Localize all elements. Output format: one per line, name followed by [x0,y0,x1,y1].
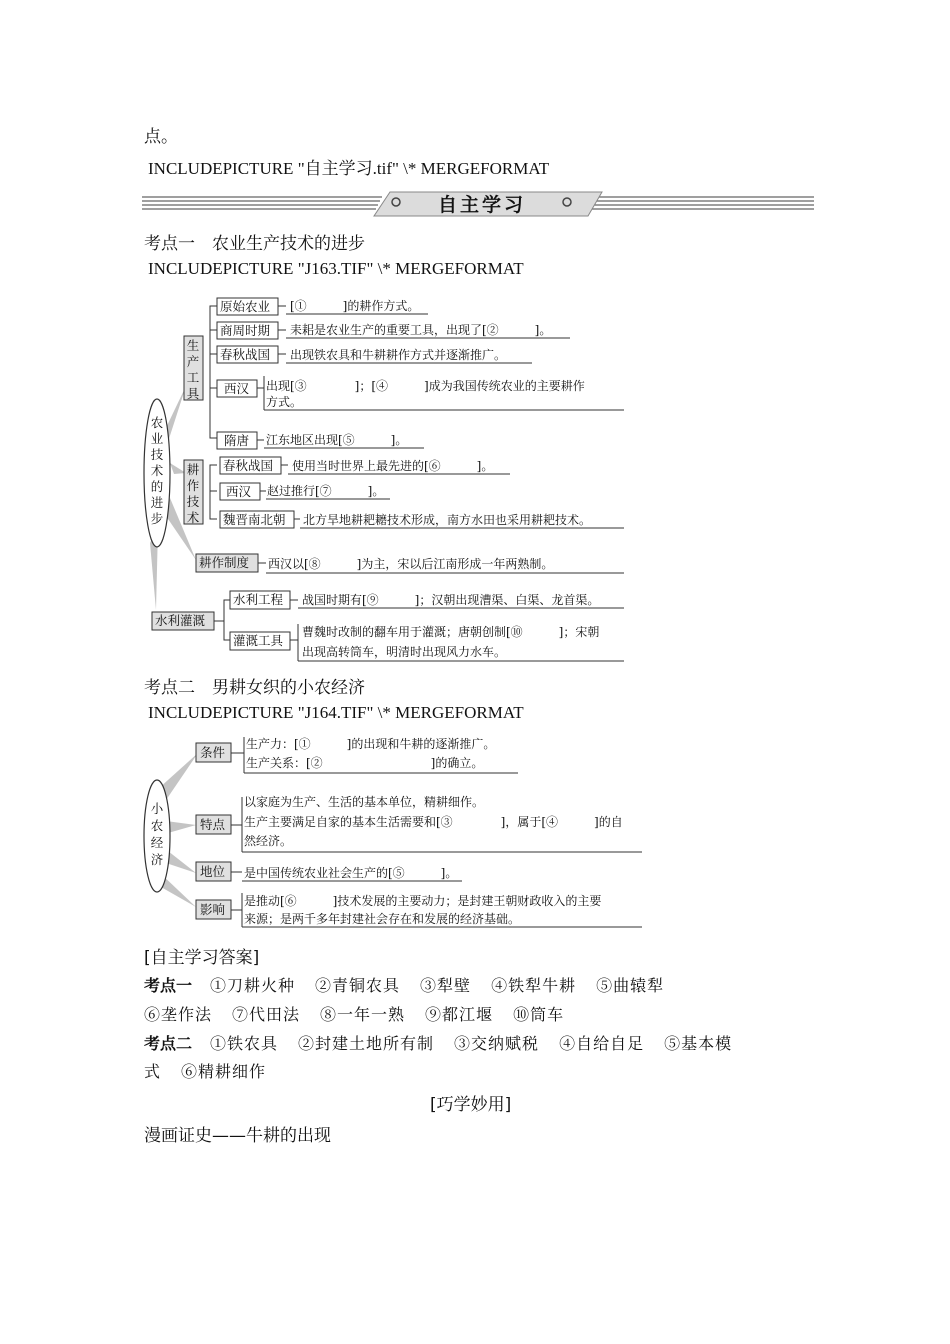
svg-text:西汉以[⑧ ]为主，宋以后江南形成一年两熟制。: 西汉以[⑧ ]为主，宋以后江南形成一年两熟制。 [268,557,554,571]
top-text: 点。 [144,127,178,147]
section-title-2: 考点二 男耕女织的小农经济 [144,678,365,698]
svg-text:然经济。: 然经济。 [244,834,293,848]
svg-text:[① ]的耕作方式。: [① ]的耕作方式。 [290,299,420,313]
svg-text:农: 农 [150,818,164,833]
svg-text:作: 作 [186,478,200,493]
svg-text:水利工程: 水利工程 [233,592,284,607]
svg-text:影响: 影响 [200,902,226,917]
svg-text:曹魏时改制的翻车用于灌溉；唐朝创制[⑩ ]；宋朝: 曹魏时改制的翻车用于灌溉；唐朝创制[⑩ ]；宋朝 [302,625,600,639]
answers-2-line-1: 考点二 ①铁农具 ②封建土地所有制 ③交纳赋税 ④自给自足 ⑤基本模 [144,1034,733,1053]
svg-text:隋唐: 隋唐 [224,433,250,448]
svg-text:耒耜是农业生产的重要工具，出现了[② ]。: 耒耜是农业生产的重要工具，出现了[② ]。 [290,323,552,337]
answers-1-line-2: ⑥垄作法 ⑦代田法 ⑧一年一熟 ⑨都江堰 ⑩筒车 [144,1005,565,1024]
svg-text:春秋战国: 春秋战国 [220,347,271,362]
answers-1-line-1: 考点一 ①刀耕火种 ②青铜农具 ③犁壁 ④铁犁牛耕 ⑤曲辕犁 [144,976,665,995]
svg-text:耕作制度: 耕作制度 [199,555,250,570]
answers-1-label: 考点一 [144,976,193,995]
svg-text:商周时期: 商周时期 [220,323,271,338]
svg-text:使用当时世界上最先进的[⑥ ]。: 使用当时世界上最先进的[⑥ ]。 [292,459,494,473]
svg-text:以家庭为生产、生活的基本单位，精耕细作。: 以家庭为生产、生活的基本单位，精耕细作。 [244,795,485,809]
banner-title: 自主学习 [437,194,527,216]
svg-text:业: 业 [150,431,164,446]
svg-text:地位: 地位 [200,864,226,879]
svg-text:术: 术 [186,510,200,525]
svg-text:技: 技 [150,447,164,462]
svg-text:特点: 特点 [200,817,226,832]
svg-text:江东地区出现[⑤ ]。: 江东地区出现[⑤ ]。 [266,433,408,447]
field-code-2: INCLUDEPICTURE "J163.TIF" \* MERGEFORMAT [148,259,524,278]
svg-text:出现[③ ]；[④ ]成为我国传统农业的主要耕作: 出现[③ ]；[④ ]成为我国传统农业的主要耕作 [266,379,585,393]
manhua-heading: 漫画证史——牛耕的出现 [144,1126,331,1146]
svg-text:出现高转筒车，明清时出现风力水车。: 出现高转筒车，明清时出现风力水车。 [302,645,507,659]
svg-text:生产力：[① ]的出现和牛耕的逐渐推广。: 生产力：[① ]的出现和牛耕的逐渐推广。 [246,737,496,751]
svg-text:方式。: 方式。 [266,395,303,409]
svg-text:灌溉工具: 灌溉工具 [233,633,284,648]
svg-text:耕: 耕 [186,462,200,477]
qiaoxue-heading: [巧学妙用] [430,1095,512,1115]
svg-text:技: 技 [186,494,200,509]
svg-text:水利灌溉: 水利灌溉 [155,613,206,628]
svg-text:术: 术 [150,463,164,478]
svg-text:战国时期有[⑨ ]；汉朝出现漕渠、白渠、龙首渠。: 战国时期有[⑨ ]；汉朝出现漕渠、白渠、龙首渠。 [302,593,600,607]
svg-text:北方旱地耕耙耱技术形成，南方水田也采用耕耙技术。: 北方旱地耕耙耱技术形成，南方水田也采用耕耙技术。 [303,513,592,527]
svg-text:生: 生 [186,338,200,353]
concept-map-2 [140,733,650,933]
svg-text:的: 的 [150,479,164,494]
svg-text:经: 经 [150,835,164,850]
svg-text:出现铁农具和牛耕耕作方式并逐渐推广。: 出现铁农具和牛耕耕作方式并逐渐推广。 [290,348,507,362]
svg-text:原始农业: 原始农业 [220,299,271,314]
answers-2-line-2: 式 ⑥精耕细作 [144,1062,267,1081]
svg-text:是推动[⑥ ]技术发展的主要动力；是封建王朝财政收入的主: 是推动[⑥ ]技术发展的主要动力；是封建王朝财政收入的主要 [244,894,602,908]
answers-title: [自主学习答案] [144,948,260,968]
svg-text:魏晋南北朝: 魏晋南北朝 [223,512,286,527]
svg-text:生产关系：[② ]的确立。: 生产关系：[② ]的确立。 [246,756,484,770]
svg-text:产: 产 [186,354,200,369]
svg-text:具: 具 [186,386,200,401]
svg-text:农: 农 [150,415,164,430]
svg-text:西汉: 西汉 [224,381,250,396]
concept-map-1 [140,288,640,668]
field-code-1: INCLUDEPICTURE "自主学习.tif" \* MERGEFORMAT [148,159,550,178]
svg-text:是中国传统农业社会生产的[⑤ ]。: 是中国传统农业社会生产的[⑤ ]。 [244,866,458,880]
field-code-3: INCLUDEPICTURE "J164.TIF" \* MERGEFORMAT [148,703,524,722]
svg-text:小: 小 [150,801,164,816]
svg-text:西汉: 西汉 [226,484,252,499]
svg-text:春秋战国: 春秋战国 [223,458,274,473]
svg-text:济: 济 [150,852,164,867]
svg-text:赵过推行[⑦ ]。: 赵过推行[⑦ ]。 [267,484,385,498]
svg-text:条件: 条件 [200,745,226,760]
svg-text:来源；是两千多年封建社会存在和发展的经济基础。: 来源；是两千多年封建社会存在和发展的经济基础。 [244,912,521,926]
section-title-1: 考点一 农业生产技术的进步 [144,234,365,254]
svg-text:进: 进 [150,495,164,510]
section-banner [142,190,814,218]
answers-2-label: 考点二 [144,1034,193,1053]
svg-text:工: 工 [186,370,200,385]
svg-text:生产主要满足自家的基本生活需要和[③ ]，属于[④: 生产主要满足自家的基本生活需要和[③ ]，属于[④ ]的自 [244,815,623,829]
svg-text:步: 步 [150,511,164,526]
